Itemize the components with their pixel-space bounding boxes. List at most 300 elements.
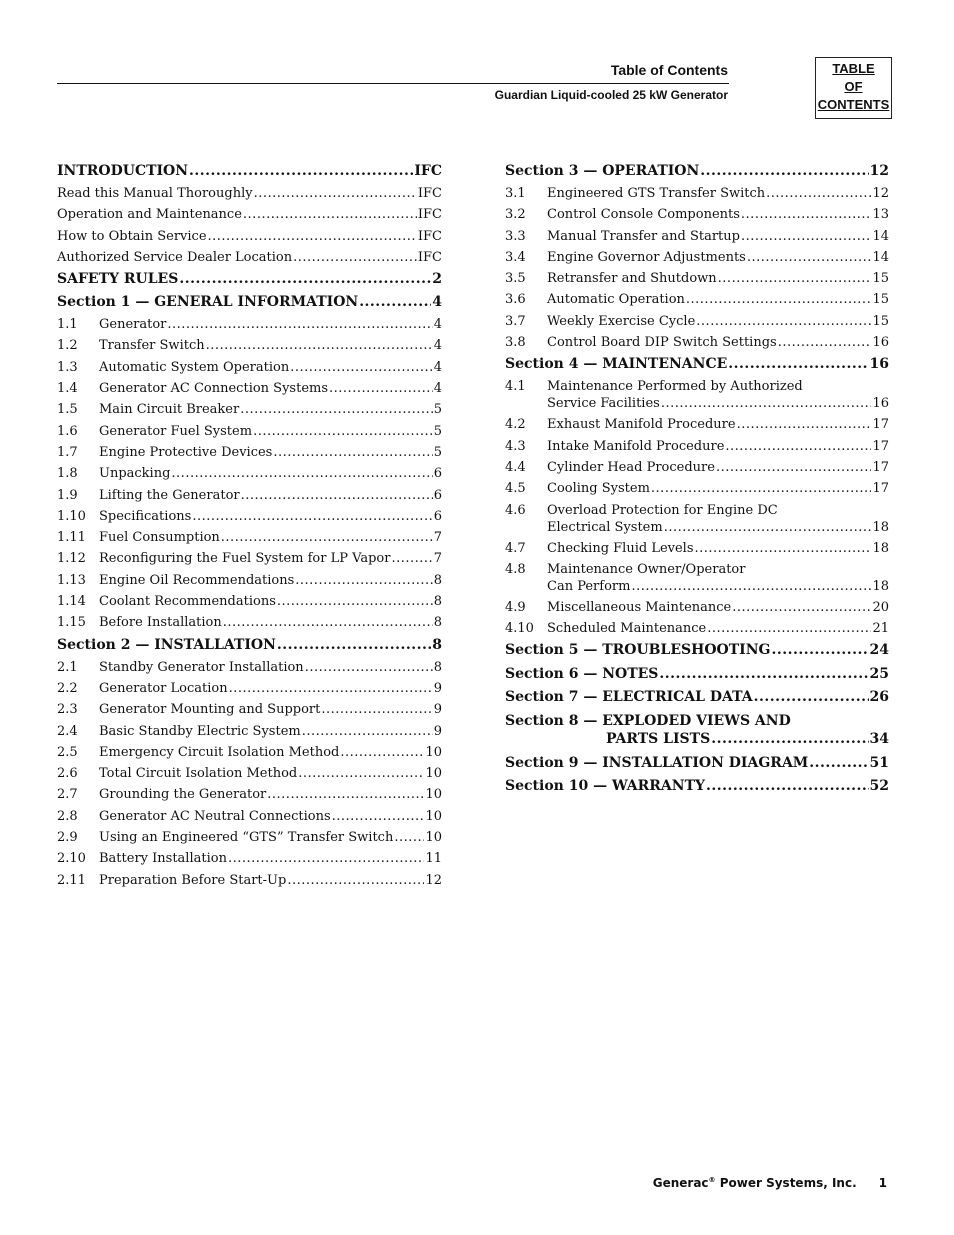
- dot-leader: [711, 731, 868, 747]
- entry-number: 1.9: [57, 487, 78, 503]
- entry-number: 2.6: [57, 766, 78, 782]
- entry-label: Automatic System Operation: [99, 359, 290, 375]
- toc-entry[interactable]: [57, 207, 442, 228]
- dot-leader: [659, 666, 868, 682]
- entry-page: 24: [869, 642, 889, 659]
- entry-page: 16: [869, 356, 889, 373]
- dot-leader: [686, 292, 872, 307]
- dot-leader: [295, 573, 432, 588]
- entry-label: Authorized Service Dealer Location: [57, 249, 293, 265]
- toc-entry[interactable]: [57, 851, 442, 872]
- entry-page: 6: [433, 466, 442, 482]
- toc-entry[interactable]: [505, 271, 889, 292]
- toc-entry[interactable]: [57, 787, 442, 808]
- dot-leader: [700, 163, 868, 179]
- entry-label: Scheduled Maintenance: [547, 621, 707, 637]
- toc-entry[interactable]: [57, 830, 442, 851]
- toc-entry[interactable]: [57, 702, 442, 723]
- dot-leader: [253, 424, 433, 439]
- entry-number: 1.14: [57, 594, 86, 610]
- entry-label: Generator AC Neutral Connections: [99, 808, 331, 824]
- toc-entry[interactable]: [57, 381, 442, 402]
- entry-page: 9: [433, 723, 442, 739]
- toc-entry[interactable]: [57, 317, 442, 338]
- entry-label: Before Installation: [99, 615, 222, 631]
- entry-label: Transfer Switch: [99, 338, 205, 354]
- toc-entry[interactable]: [57, 488, 442, 509]
- toc-entry-4-7[interactable]: [505, 541, 889, 562]
- entry-number: 4.9: [505, 599, 526, 615]
- toc-entry[interactable]: [57, 551, 442, 572]
- toc-entry-introduction[interactable]: [57, 163, 442, 186]
- entry-label: Engineered GTS Transfer Switch: [547, 186, 766, 201]
- entry-label: Unpacking: [99, 466, 171, 482]
- dot-leader: [728, 356, 868, 372]
- entry-number: 1.4: [57, 381, 78, 397]
- entry-label: Retransfer and Shutdown: [547, 271, 717, 287]
- entry-page: 14: [872, 249, 889, 265]
- dot-leader: [661, 396, 872, 411]
- toc-left-column: [57, 163, 442, 894]
- entry-label: Generator: [99, 317, 167, 333]
- entry-page: 15: [872, 271, 889, 287]
- entry-label-line-1: Overload Protection for Engine DC: [547, 502, 778, 518]
- dot-leader: [391, 551, 432, 566]
- entry-page: 17: [872, 459, 889, 475]
- footer-company: Generac: [652, 1176, 709, 1190]
- dot-leader: [747, 250, 872, 265]
- entry-page: 17: [872, 481, 889, 497]
- dot-leader: [732, 600, 871, 615]
- dot-leader: [240, 402, 433, 417]
- entry-page: 25: [869, 665, 889, 682]
- entry-page: 18: [872, 578, 889, 594]
- entry-label: Reconfiguring the Fuel System for LP Vapor: [99, 551, 391, 567]
- entry-label-line-2: PARTS LISTS: [606, 730, 711, 747]
- entry-label: Engine Governor Adjustments: [547, 249, 746, 265]
- toc-entry-4-6[interactable]: [505, 503, 889, 541]
- entry-label: Main Circuit Breaker: [99, 402, 240, 418]
- toc-entry-4-8[interactable]: [505, 562, 889, 600]
- entry-page: 9: [433, 702, 442, 718]
- entry-page: 10: [425, 766, 442, 782]
- entry-number: 4.6: [505, 502, 526, 518]
- dot-leader: [243, 207, 417, 222]
- entry-label-line-2: Electrical System: [547, 519, 663, 535]
- entry-page: 13: [872, 207, 889, 223]
- entry-page: 4: [433, 338, 442, 354]
- tab-line-2: OF: [844, 79, 863, 94]
- entry-number: 3.6: [505, 292, 526, 308]
- entry-label: Lifting the Generator: [99, 487, 240, 503]
- entry-label-line-2: Service Facilities: [547, 396, 660, 412]
- entry-page: 10: [425, 744, 442, 760]
- dot-leader: [223, 615, 433, 630]
- toc-entry[interactable]: [505, 417, 889, 438]
- entry-page: IFC: [417, 249, 442, 265]
- toc-entry-section-8[interactable]: [505, 713, 889, 755]
- toc-entry[interactable]: [57, 509, 442, 530]
- entry-page: IFC: [414, 163, 442, 179]
- toc-entry[interactable]: [57, 402, 442, 423]
- entry-label-line-1: Section 8 — EXPLODED VIEWS AND: [505, 712, 791, 729]
- toc-entry[interactable]: [57, 445, 442, 466]
- toc-entry[interactable]: [57, 873, 442, 894]
- entry-page: 11: [425, 851, 442, 867]
- entry-label: Generator Fuel System: [99, 423, 253, 439]
- entry-label: Intake Manifold Procedure: [547, 438, 725, 454]
- entry-label: Standby Generator Installation: [99, 659, 304, 675]
- toc-entry-section-1[interactable]: [57, 294, 442, 317]
- entry-number: 1.3: [57, 359, 78, 375]
- dot-leader: [206, 338, 433, 353]
- entry-number: 1.6: [57, 423, 78, 439]
- toc-entry[interactable]: [505, 250, 889, 271]
- dot-leader: [766, 186, 871, 201]
- entry-label: Section 6 — NOTES: [505, 665, 659, 682]
- toc-entry[interactable]: [57, 530, 442, 551]
- toc-entry[interactable]: [57, 466, 442, 487]
- entry-label: Section 10 — WARRANTY: [505, 778, 705, 795]
- dot-leader: [228, 851, 425, 866]
- entry-label: Exhaust Manifold Procedure: [547, 417, 736, 433]
- entry-label: Section 9 — INSTALLATION DIAGRAM: [505, 754, 809, 771]
- toc-entry-section-7[interactable]: [505, 689, 889, 713]
- entry-number: 4.2: [505, 417, 526, 433]
- entry-label: Generator Location: [99, 680, 228, 696]
- entry-number: 4.5: [505, 481, 526, 497]
- tab-line-3: CONTENTS: [817, 97, 890, 112]
- dot-leader: [298, 766, 424, 781]
- entry-number: 4.3: [505, 438, 526, 454]
- toc-entry[interactable]: [505, 229, 889, 250]
- entry-label: Coolant Recommendations: [99, 594, 276, 610]
- dot-leader: [651, 481, 872, 496]
- dot-leader: [718, 271, 872, 286]
- entry-label: Section 5 — TROUBLESHOOTING: [505, 642, 771, 659]
- entry-page: 8: [433, 615, 442, 631]
- entry-label: Generator Mounting and Support: [99, 702, 321, 718]
- entry-page: 8: [433, 572, 442, 588]
- entry-page: 7: [433, 551, 442, 567]
- entry-page: 18: [872, 519, 889, 535]
- toc-entry[interactable]: [57, 681, 442, 702]
- dot-leader: [725, 439, 871, 454]
- entry-label: Basic Standby Electric System: [99, 723, 301, 739]
- entry-page: 5: [433, 402, 442, 418]
- entry-label: Section 4 — MAINTENANCE: [505, 356, 728, 373]
- dot-leader: [192, 509, 432, 524]
- dot-leader: [329, 381, 433, 396]
- entry-page: 18: [872, 540, 889, 556]
- entry-page: 10: [425, 808, 442, 824]
- entry-label: Emergency Circuit Isolation Method: [99, 744, 340, 760]
- dot-leader: [664, 520, 872, 535]
- toc-entry[interactable]: [57, 424, 442, 445]
- entry-page: 17: [872, 417, 889, 433]
- toc-entry-section-3[interactable]: [505, 163, 889, 186]
- entry-label: Grounding the Generator: [99, 787, 267, 803]
- entry-label: Section 7 — ELECTRICAL DATA: [505, 689, 753, 706]
- entry-page: 5: [433, 444, 442, 460]
- entry-page: 52: [869, 778, 889, 795]
- toc-entry[interactable]: [57, 573, 442, 594]
- toc-entry[interactable]: [57, 660, 442, 681]
- toc-entry[interactable]: [57, 229, 442, 250]
- entry-label: Preparation Before Start-Up: [99, 872, 287, 888]
- toc-entry[interactable]: [505, 600, 889, 621]
- toc-entry-section-2[interactable]: [57, 637, 442, 660]
- entry-page: 10: [425, 787, 442, 803]
- dot-leader: [229, 681, 433, 696]
- entry-number: 3.4: [505, 249, 526, 265]
- entry-number: 4.7: [505, 540, 526, 556]
- entry-label: Section 2 — INSTALLATION: [57, 636, 276, 653]
- dot-leader: [273, 445, 432, 460]
- dot-leader: [741, 229, 871, 244]
- entry-page: 8: [433, 659, 442, 675]
- entry-label: Control Board DIP Switch Settings: [547, 335, 777, 351]
- entry-label: INTRODUCTION: [57, 163, 189, 179]
- entry-page: 12: [872, 186, 889, 201]
- entry-number: 3.1: [505, 186, 526, 201]
- entry-number: 2.2: [57, 680, 78, 696]
- dot-leader: [277, 637, 431, 653]
- dot-leader: [771, 642, 868, 658]
- dot-leader: [302, 724, 433, 739]
- entry-label: SAFETY RULES: [57, 271, 179, 288]
- entry-number: 2.9: [57, 830, 78, 846]
- entry-page: 26: [869, 689, 889, 706]
- entry-number: 4.4: [505, 459, 526, 475]
- entry-label: Battery Installation: [99, 851, 227, 867]
- entry-page: 51: [869, 754, 889, 771]
- table-of-contents-tab: [815, 57, 892, 119]
- entry-number: 1.5: [57, 402, 78, 418]
- entry-number: 1.2: [57, 338, 78, 354]
- dot-leader: [321, 702, 432, 717]
- entry-page: 21: [872, 621, 889, 637]
- dot-leader: [696, 314, 871, 329]
- entry-number: 1.12: [57, 551, 86, 567]
- entry-number: 1.10: [57, 508, 86, 524]
- entry-label: Generator AC Connection Systems: [99, 381, 329, 397]
- entry-number: 4.10: [505, 621, 534, 637]
- entry-page: 4: [433, 381, 442, 397]
- entry-page: 12: [869, 163, 889, 179]
- dot-leader: [695, 541, 872, 556]
- entry-label-line-1: Maintenance Owner/Operator: [547, 561, 746, 577]
- entry-number: 2.4: [57, 723, 78, 739]
- entry-label: Using an Engineered “GTS” Transfer Switch: [99, 830, 394, 846]
- dot-leader: [631, 579, 871, 594]
- dot-leader: [254, 186, 417, 201]
- entry-number: 3.8: [505, 335, 526, 351]
- toc-entry-section-6[interactable]: [505, 666, 889, 690]
- entry-label: Section 3 — OPERATION: [505, 163, 700, 179]
- entry-page: 9: [433, 680, 442, 696]
- entry-label-line-2: Can Perform: [547, 578, 631, 594]
- entry-page: 15: [872, 313, 889, 329]
- entry-number: 4.1: [505, 379, 526, 395]
- entry-page: 10: [425, 830, 442, 846]
- toc-entry-section-5[interactable]: [505, 642, 889, 666]
- dot-leader: [208, 229, 417, 244]
- toc-entry[interactable]: [57, 724, 442, 745]
- entry-label: Total Circuit Isolation Method: [99, 766, 298, 782]
- entry-number: 1.11: [57, 530, 86, 546]
- entry-label: Miscellaneous Maintenance: [547, 599, 732, 615]
- entry-page: 6: [433, 508, 442, 524]
- toc-entry[interactable]: [505, 207, 889, 228]
- entry-number: 2.7: [57, 787, 78, 803]
- dot-leader: [809, 755, 868, 771]
- page-footer: [560, 1176, 887, 1190]
- dot-leader: [359, 294, 431, 310]
- page-number: 1: [878, 1176, 887, 1190]
- entry-number: 1.13: [57, 572, 86, 588]
- toc-entry[interactable]: [57, 338, 442, 359]
- dot-leader: [287, 873, 424, 888]
- dot-leader: [290, 360, 433, 375]
- entry-page: 4: [433, 359, 442, 375]
- entry-page: 6: [433, 487, 442, 503]
- entry-page: 5: [433, 423, 442, 439]
- entry-label: Checking Fluid Levels: [547, 540, 694, 556]
- entry-number: 2.1: [57, 659, 78, 675]
- entry-page: 20: [872, 599, 889, 615]
- toc-entry[interactable]: [57, 766, 442, 787]
- entry-page: 12: [425, 872, 442, 888]
- entry-label: Engine Oil Recommendations: [99, 572, 295, 588]
- toc-entry[interactable]: [505, 621, 889, 642]
- toc-entry-safety-rules[interactable]: [57, 271, 442, 294]
- toc-entry[interactable]: [57, 745, 442, 766]
- toc-entry[interactable]: [57, 594, 442, 615]
- toc-entry[interactable]: [505, 335, 889, 356]
- entry-number: 3.5: [505, 271, 526, 287]
- dot-leader: [394, 830, 424, 845]
- toc-entry[interactable]: [505, 481, 889, 502]
- entry-label: Section 1 — GENERAL INFORMATION: [57, 294, 359, 311]
- toc-entry-4-1[interactable]: [505, 379, 889, 417]
- dot-leader: [754, 689, 869, 705]
- toc-entry[interactable]: [57, 360, 442, 381]
- dot-leader: [716, 460, 872, 475]
- toc-entry-section-9[interactable]: [505, 755, 889, 779]
- entry-label: Cooling System: [547, 481, 650, 497]
- entry-page: IFC: [417, 207, 442, 223]
- entry-page: IFC: [417, 186, 442, 201]
- entry-page: 7: [433, 530, 442, 546]
- header-title: Table of Contents: [610, 62, 728, 78]
- entry-page: 34: [869, 730, 889, 747]
- footer-company-rest: Power Systems, Inc.: [715, 1176, 857, 1190]
- entry-number: 3.3: [505, 228, 526, 244]
- entry-label-line-1: Maintenance Performed by Authorized: [547, 379, 803, 395]
- toc-entry[interactable]: [57, 615, 442, 636]
- entry-number: 1.15: [57, 615, 86, 631]
- dot-leader: [741, 207, 872, 222]
- dot-leader: [171, 466, 432, 481]
- entry-page: 2: [432, 271, 442, 288]
- entry-number: 3.7: [505, 313, 526, 329]
- dot-leader: [707, 621, 871, 636]
- toc-entry[interactable]: [57, 186, 442, 207]
- entry-label: Operation and Maintenance: [57, 207, 242, 223]
- toc-entry-section-4[interactable]: [505, 356, 889, 379]
- dot-leader: [189, 163, 413, 179]
- entry-page: 4: [433, 317, 442, 333]
- entry-label: How to Obtain Service: [57, 228, 207, 244]
- dot-leader: [340, 745, 424, 760]
- dot-leader: [332, 809, 425, 824]
- dot-leader: [241, 488, 433, 503]
- toc-entry[interactable]: [505, 460, 889, 481]
- entry-page: 4: [432, 294, 442, 311]
- dot-leader: [167, 317, 432, 332]
- entry-label: Automatic Operation: [547, 292, 685, 308]
- toc-entry-section-10[interactable]: [505, 778, 889, 802]
- entry-label: Specifications: [99, 508, 192, 524]
- entry-page: 15: [872, 292, 889, 308]
- entry-number: 2.10: [57, 851, 86, 867]
- entry-number: 1.8: [57, 466, 78, 482]
- entry-number: 2.5: [57, 744, 78, 760]
- entry-number: 3.2: [505, 207, 526, 223]
- registered-mark: ®: [708, 1176, 716, 1184]
- dot-leader: [305, 660, 433, 675]
- dot-leader: [179, 271, 431, 287]
- entry-label: Manual Transfer and Startup: [547, 228, 740, 244]
- entry-label: Weekly Exercise Cycle: [547, 313, 696, 329]
- header-subtitle: Guardian Liquid-cooled 25 kW Generator: [494, 88, 728, 102]
- entry-label: Cylinder Head Procedure: [547, 459, 715, 475]
- toc-entry[interactable]: [505, 314, 889, 335]
- dot-leader: [267, 787, 424, 802]
- entry-label: Control Console Components: [547, 207, 740, 223]
- dot-leader: [293, 250, 417, 265]
- toc-entry[interactable]: [505, 439, 889, 460]
- entry-page: 17: [872, 438, 889, 454]
- toc-entry[interactable]: [57, 250, 442, 271]
- tab-line-1: TABLE: [832, 61, 875, 76]
- toc-entry[interactable]: [57, 809, 442, 830]
- dot-leader: [737, 417, 872, 432]
- toc-entry[interactable]: [505, 292, 889, 313]
- entry-number: 1.1: [57, 317, 78, 333]
- entry-page: 14: [872, 228, 889, 244]
- entry-number: 4.8: [505, 561, 526, 577]
- entry-page: 16: [872, 396, 889, 412]
- entry-number: 1.7: [57, 444, 78, 460]
- toc-right-column: [505, 163, 889, 802]
- header-rule: [57, 83, 729, 84]
- dot-leader: [706, 778, 869, 794]
- entry-page: 8: [433, 594, 442, 610]
- entry-label: Engine Protective Devices: [99, 444, 273, 460]
- dot-leader: [277, 594, 433, 609]
- toc-entry[interactable]: [505, 186, 889, 207]
- entry-page: 8: [432, 636, 442, 653]
- dot-leader: [221, 530, 433, 545]
- entry-label: Read this Manual Thoroughly: [57, 186, 253, 201]
- entry-page: 16: [872, 335, 889, 351]
- entry-number: 2.11: [57, 872, 86, 888]
- dot-leader: [778, 335, 872, 350]
- entry-number: 2.8: [57, 808, 78, 824]
- entry-page: IFC: [417, 228, 442, 244]
